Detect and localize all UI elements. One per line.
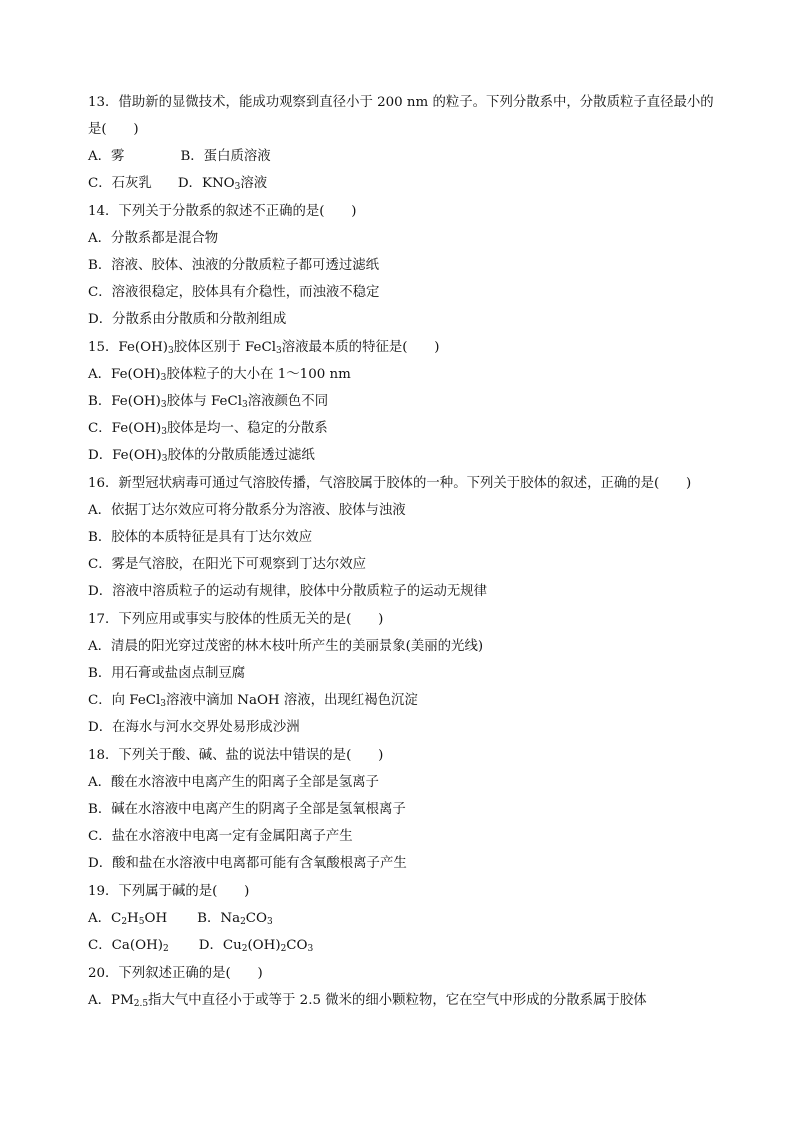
option-d: D．$KNO_3$溶液 — [177, 176, 268, 192]
question-14-option-b: B．溶液、胶体、浊液的分散质粒子都可透过滤纸 — [88, 258, 380, 273]
option-a: A．$C_2H_5OH$ — [88, 911, 168, 927]
question-18-option-d: D．酸和盐在水溶液中电离都可能有含氧酸根离子产生 — [88, 856, 407, 871]
question-18-stem: 18．下列关于酸、碱、盐的说法中错误的是( ) — [88, 748, 384, 763]
question-20-option-a: A．$PM_{2.5}$指大气中直径小于或等于 2.5 微米的细小颗粒物，它在空气中形成的分散系属于胶体 — [88, 993, 647, 1009]
question-16-option-c: C．雾是气溶胶，在阳光下可观察到丁达尔效应 — [88, 557, 367, 572]
question-15-option-c: C．$Fe(OH)_3$胶体是均一、稳定的分散系 — [88, 421, 328, 437]
question-15-stem: 15．$Fe(OH)_3$胶体区别于 FeCl$_3$溶液最本质的特征是( ) — [88, 340, 440, 356]
question-14-stem: 14．下列关于分散系的叙述不正确的是( ) — [88, 204, 357, 219]
question-16-option-d: D．溶液中溶质粒子的运动有规律，胶体中分散质粒子的运动无规律 — [88, 584, 488, 599]
question-17-option-d: D．在海水与河水交界处易形成沙洲 — [88, 720, 300, 735]
question-14-option-c: C．溶液很稳定，胶体具有介稳性，而浊液不稳定 — [88, 285, 380, 300]
question-17-stem: 17．下列应用或事实与胶体的性质无关的是( ) — [88, 612, 384, 627]
option-b: B．$Na_2CO_3$ — [197, 911, 273, 927]
option-d: D．$Cu_2(OH)_2CO_3$ — [198, 938, 314, 954]
question-13-options-cd — [88, 175, 728, 193]
question-18-option-a: A．酸在水溶液中电离产生的阳离子全部是氢离子 — [88, 775, 379, 790]
question-16-option-a: A．依据丁达尔效应可将分散系分为溶液、胶体与浊液 — [88, 503, 406, 518]
question-15-option-a: A．$Fe(OH)_3$胶体粒子的大小在 1～100 nm — [88, 367, 351, 383]
question-13-options-ab — [88, 148, 728, 166]
question-20-stem: 20．下列叙述正确的是( ) — [88, 966, 263, 981]
question-15-option-d: D．$Fe(OH)_3$胶体的分散质能透过滤纸 — [88, 448, 315, 464]
question-15-option-b: B．$Fe(OH)_3$胶体与 FeCl$_3$溶液颜色不同 — [88, 394, 329, 410]
option-c: C．石灰乳 — [88, 176, 152, 191]
question-16-stem: 16．新型冠状病毒可通过气溶胶传播，气溶胶属于胶体的一种。下列关于胶体的叙述，正确的是( ) — [88, 476, 692, 491]
option-b: B．蛋白质溶液 — [180, 149, 271, 164]
question-19-stem: 19．下列属于碱的是( ) — [88, 884, 250, 899]
question-19-options-ab — [88, 910, 728, 928]
question-14-option-d: D．分散系由分散质和分散剂组成 — [88, 312, 287, 327]
question-16-option-b: B．胶体的本质特征是具有丁达尔效应 — [88, 530, 313, 545]
question-17-option-c: C．向 FeCl$_3$溶液中滴加 NaOH 溶液，出现红褐色沉淀 — [88, 693, 418, 709]
question-13-stem: 13．借助新的显微技术，能成功观察到直径小于 200 nm 的粒子。下列分散系中，分散质粒子直径最小的 — [88, 95, 714, 110]
option-a: A．雾 — [88, 149, 125, 164]
question-18-option-b: B．碱在水溶液中电离产生的阴离子全部是氢氧根离子 — [88, 802, 406, 817]
question-18-option-c: C．盐在水溶液中电离一定有金属阳离子产生 — [88, 829, 353, 844]
question-17-option-a: A．清晨的阳光穿过茂密的林木枝叶所产生的美丽景象(美丽的光线) — [88, 639, 484, 654]
question-14-option-a: A．分散系都是混合物 — [88, 231, 219, 246]
question-13-stem-cont: 是( ) — [88, 122, 139, 137]
option-c: C．$Ca(OH)_2$ — [88, 938, 169, 954]
question-17-option-b: B．用石膏或盐卤点制豆腐 — [88, 666, 246, 681]
question-19-options-cd — [88, 937, 728, 955]
